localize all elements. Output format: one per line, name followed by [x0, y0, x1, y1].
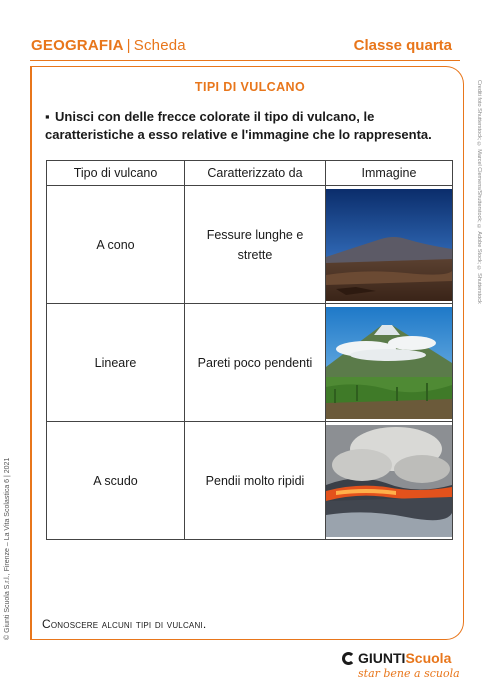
brand-orange: Scuola — [405, 650, 452, 666]
photo-shield-volcano-plain — [326, 189, 452, 301]
volcano-type-cell: A cono — [47, 186, 185, 304]
image-cell — [326, 186, 453, 304]
header-divider — [30, 60, 460, 61]
brand-dark: GIUNTI — [358, 650, 406, 666]
photo-fissure-lava-smoke — [326, 425, 452, 537]
logo-tagline: star bene a scuola — [358, 667, 460, 680]
subject-label: GEOGRAFIA — [31, 37, 124, 54]
page-title: TIPI DI VULCANO — [194, 80, 306, 94]
feature-cell: Pareti poco pendenti — [185, 304, 326, 422]
table-row — [47, 186, 453, 304]
instruction-text: Unisci con delle frecce colorate il tipo di vulcano, le caratteristiche a esso relative e l'immagine che lo rappresenta. — [45, 109, 432, 142]
feature-cell: Pendii molto ripidi — [185, 422, 326, 540]
content-frame-left-edge — [30, 66, 32, 640]
image-cell — [326, 422, 453, 540]
header-separator: | — [126, 37, 131, 54]
doc-type-label: Scheda — [133, 37, 186, 54]
volcano-table — [46, 160, 453, 540]
learning-objective: Conoscere alcuni tipi di vulcani. — [42, 617, 207, 631]
feature-cell — [185, 186, 326, 304]
header-cell-type: Tipo di vulcano — [47, 161, 185, 186]
image-cell — [326, 304, 453, 422]
giunti-logo-icon — [342, 652, 355, 665]
volcano-type-cell: Lineare — [47, 304, 185, 422]
volcano-type-cell: A scudo — [47, 422, 185, 540]
photo-credits-vertical: Crediti foto Shutterstock; © Marcel Clemens/Shutterstock; © Adobe Stock; © Shutterstock — [476, 80, 482, 304]
instruction — [45, 108, 450, 144]
header-cell-feature: Caratterizzato da — [185, 161, 326, 186]
table-header-row — [47, 161, 453, 186]
grade-label: Classe quarta — [353, 37, 452, 54]
feature-text: Fessure lunghe e strette — [206, 227, 304, 262]
table-row — [47, 304, 453, 422]
copyright-vertical: © Giunti Scuola S.r.l., Firenze – La Vita Scolastica 6 | 2021 — [4, 457, 11, 640]
bullet-icon: ▪ — [45, 109, 50, 124]
publisher-logo — [342, 650, 462, 690]
header-cell-image: Immagine — [326, 161, 453, 186]
header-subject — [31, 37, 186, 54]
table-row — [47, 422, 453, 540]
photo-cone-volcano-clouds — [326, 307, 452, 419]
